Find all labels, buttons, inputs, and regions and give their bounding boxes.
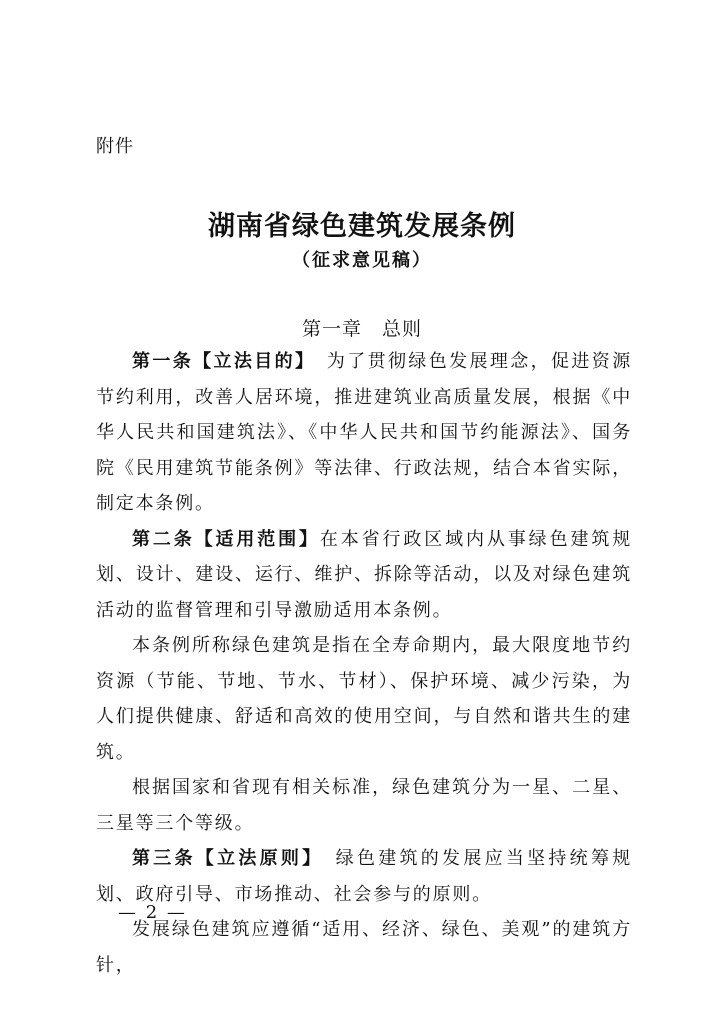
document-subtitle: （征求意见稿） [292, 250, 432, 271]
paragraph [96, 628, 632, 770]
paragraph-text: 为了贯彻绿色发展理念，促进资源节约利用，改善人居环境，推进建筑业高质量发展，根据《中华人民共和国建筑法》、《中华人民共和国节约能源法》、国务院《民用建筑节能条例》等法律、行政法规，结合本省实际，制定本条例。 [96, 351, 632, 514]
paragraph-article-2 [96, 522, 632, 629]
article-label: 第二条【适用范围】 [132, 528, 320, 550]
attachment-label: 附件 [96, 136, 134, 157]
paragraph-text: 本条例所称绿色建筑是指在全寿命期内，最大限度地节约资源（节能、节地、节水、节材）、保护环境、减少污染，为人们提供健康、舒适和高效的使用空间，与自然和谐共生的建筑。 [96, 635, 632, 763]
article-label: 第一条【立法目的】 [132, 351, 307, 372]
chapter-heading: 第一章 总则 [301, 318, 422, 340]
paragraph-article-1 [96, 344, 632, 522]
paragraph [96, 770, 632, 841]
body-text [96, 344, 632, 983]
document-title: 湖南省绿色建筑发展条例 [208, 211, 516, 242]
paragraph-text: 发展绿色建筑应遵循“适用、经济、绿色、美观”的建筑方针， [96, 919, 632, 976]
article-label: 第三条【立法原则】 [132, 848, 315, 869]
page-number: — 2 — [118, 902, 187, 923]
paragraph-text: 根据国家和省现有相关标准，绿色建筑分为一星、二星、三星等三个等级。 [96, 777, 632, 834]
paragraph-text: 绿色建筑的发展应当坚持统筹规划、政府引导、市场推动、社会参与的原则。 [96, 848, 633, 905]
paragraph-text: 在本省行政区域内从事绿色建筑规划、设计、建设、运行、维护、拆除等活动，以及对绿色建筑活动的监督管理和引导激励适用本条例。 [96, 528, 632, 621]
